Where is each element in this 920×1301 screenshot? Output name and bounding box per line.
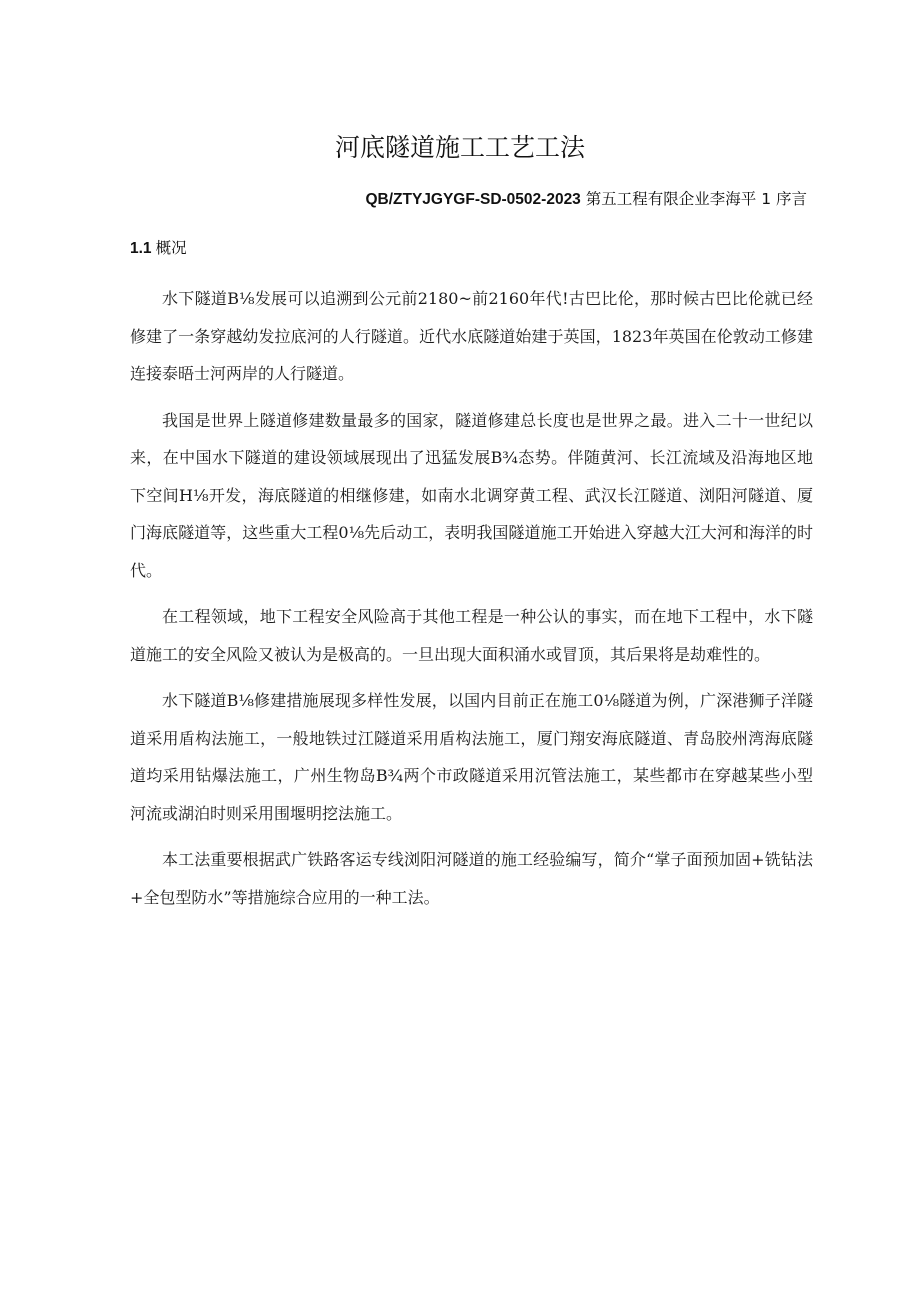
section-heading [130,236,187,258]
paragraph-safety-risk: 在工程领域，地下工程安全风险高于其他工程是一种公认的事实，而在地下工程中，水下隧道施工的安全风险又被认为是极高的。一旦出现大面积涌水或冒顶，其后果将是劫难性的。 [130,607,813,664]
preface-heading: 1 序言 [761,190,807,208]
body-text [130,280,813,925]
section-title: 概况 [155,239,187,257]
paragraph-construction-methods: 水下隧道B⅛修建措施展现多样性发展，以国内目前正在施工0⅛隧道为例，广深港狮子洋隧道采用盾构法施工，一般地铁过江隧道采用盾构法施工，厦门翔安海底隧道、青岛胶州湾海底隧道均采用钻爆法施工，广州生物岛B¾两个市政隧道采用沉管法施工，某些都市在穿越某些小型河流或湖泊时则采用围堰明挖法施工。 [130,691,813,823]
paragraph-method-scope: 本工法重要根据武广铁路客运专线浏阳河隧道的施工经验编写，简介“掌子面预加固+铣钻法+全包型防水”等措施综合应用的一种工法。 [130,850,813,907]
paragraph-history: 水下隧道B⅛发展可以追溯到公元前2180~前2160年代!古巴比伦，那时候古巴比伦就已经修建了一条穿越幼发拉底河的人行隧道。近代水底隧道始建于英国，1823年英国在伦敦动工修建连接泰晤士河两岸的人行隧道。 [130,289,813,383]
organization-name: 第五工程有限企业李海平 [585,190,757,208]
document-code: QB/ZTYJGYGF-SD-0502-2023 [365,191,581,208]
document-code-line [365,187,807,209]
section-number: 1.1 [130,240,152,257]
paragraph-china-development: 我国是世界上隧道修建数量最多的国家，隧道修建总长度也是世界之最。进入二十一世纪以来，在中国水下隧道的建设领域展现出了迅猛发展B¾态势。伴随黄河、长江流域及沿海地区地下空间H⅛开发，海底隧道的相继修建，如南水北调穿黄工程、武汉长江隧道、浏阳河隧道、厦门海底隧道等，这些重大工程0⅛先后动工，表明我国隧道施工开始进入穿越大江大河和海洋的时代。 [130,410,813,580]
document-title: 河底隧道施工工艺工法 [334,133,585,162]
